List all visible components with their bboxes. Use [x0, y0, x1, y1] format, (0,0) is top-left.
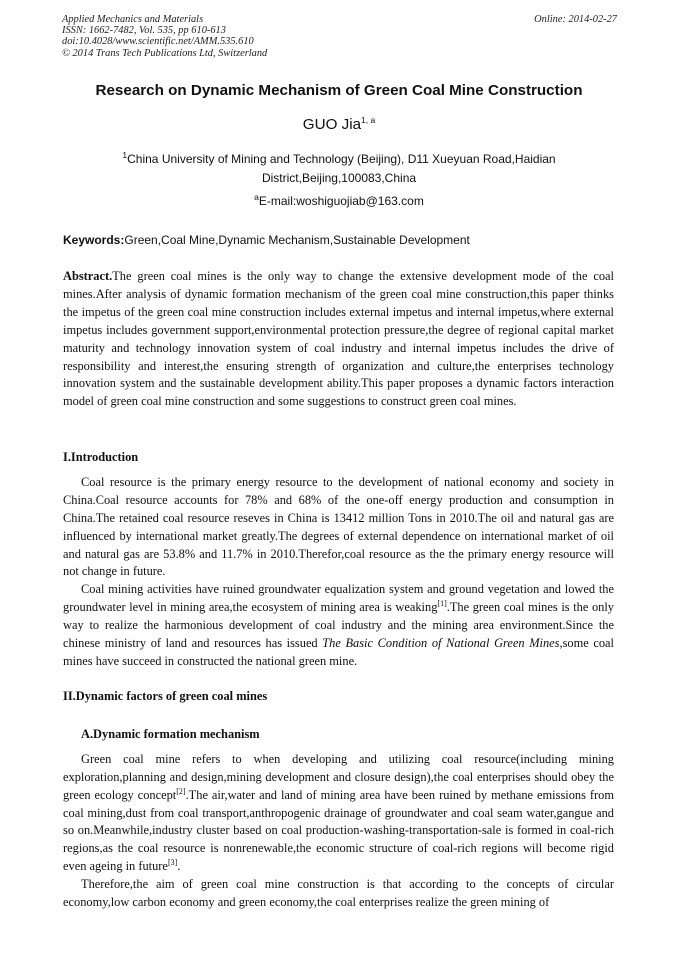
- section1-p2-text-b: .The green coal mines is the only way to realize the harmonious development of coal industry and the mining area environment.Since the chinese ministry of land and resources has issued: [63, 600, 614, 651]
- section1-paragraph-2: [63, 581, 614, 671]
- section2-p1-text-a: Green coal mine refers to when developing and utilizing coal resource(including mining exploration,planning and design,mining development and closure design),the coal enterprises should obey the green ecology concept: [63, 751, 614, 802]
- author-name: GUO Jia: [302, 116, 362, 133]
- journal-header: [62, 14, 617, 59]
- affiliation-superscript: 1: [122, 150, 128, 160]
- citation-ref-1: [1]: [437, 599, 447, 609]
- journal-name: Applied Mechanics and Materials: [62, 14, 204, 25]
- section-dynamic-factors: [63, 688, 614, 912]
- author-line: [40, 116, 638, 133]
- citation-ref-3: [3]: [167, 858, 178, 868]
- section1-p2-text-c: ,some coal mines have succeed in constructed the national green mine.: [63, 636, 614, 668]
- section1-heading: I.Introduction: [63, 450, 139, 464]
- section1-p2-text-a: Coal mining activities have ruined groundwater equalization system and ground vegetation and lowed the groundwater level in mining area,the ecosystem of mining area is weaking: [63, 582, 614, 615]
- keywords-label: Keywords:: [63, 233, 125, 247]
- author-superscript: 1, a: [361, 114, 376, 125]
- keywords: [63, 233, 618, 247]
- section1-paragraph-1: Coal resource is the primary energy resource to the development of national economy and society in China.Coal resource accounts for 78% and 68% of the one-off energy production and consumption in China.The retained coal resource reseves in China is 13412 million Tons in 2010.The oil and natural gas are influenced by international market greatly.The degrees of external dependence on international market of oil and natural gas are 53.8% and 11.7% in 2010.Therefor,coal resource as the the primary energy resource will not change in future.: [63, 474, 614, 579]
- section2-p1-text-b: .The air,water and land of mining area have been ruined by methane emissions from coal mining,dust from coal transport,anthropogenic drainage of groundwater and coal seam water,gangue and so on.Meanwhile,industry cluster based on coal production-washing-transportation-sale is formed in coal-rich regions,as the coal resource is nonrenewable,the economic structure of coal-rich regions will become rigid even ageing in future: [63, 787, 614, 874]
- section-introduction: [63, 449, 614, 671]
- email-line: [40, 194, 638, 208]
- paper-title: Research on Dynamic Mechanism of Green Coal Mine Construction: [95, 82, 583, 99]
- section2-paragraph-2: Therefore,the aim of green coal mine construction is that according to the concepts of circular economy,low carbon economy and green economy,the coal enterprises realize the green mining of: [63, 877, 614, 910]
- email-text: E-mail:woshiguojiab@163.com: [258, 194, 424, 208]
- document-title-italic: The Basic Condition of National Green Mines: [322, 636, 560, 651]
- online-date: Online: 2014-02-27: [534, 14, 617, 25]
- abstract-text: The green coal mines is the only way to change the extensive development mode of the coal mines.After analysis of dynamic formation mechanism of the green coal mine construction,this paper thinks the impetus of the green coal mine construction includes external impetus and internal impetus,where external impetus includes government support,environmental protection pressure,the degree of regional capital market maturity and technology innovation system of coal industry and internal impetus includes the drive of responsibility and interest,the ensuring strength of organization and culture,the enterprises technology innovation system and the sustainable development ability.This paper proposes a dynamic factors interaction model of green coal mine construction and some suggestions to construct green coal mines.: [63, 269, 614, 409]
- keywords-text: Green,Coal Mine,Dynamic Mechanism,Sustainable Development: [124, 233, 470, 247]
- doi-line: doi:10.4028/www.scientific.net/AMM.535.610: [62, 36, 254, 48]
- copyright-line: © 2014 Trans Tech Publications Ltd, Switzerland: [62, 47, 268, 59]
- citation-ref-2: [2]: [176, 786, 186, 796]
- email-superscript: a: [254, 192, 259, 202]
- subsection-heading: A.Dynamic formation mechanism: [81, 726, 260, 741]
- section2-paragraph-1: [63, 751, 614, 876]
- abstract-label: Abstract.: [63, 269, 113, 283]
- affiliation: [100, 150, 578, 188]
- issn-line: ISSN: 1662-7482, Vol. 535, pp 610-613: [62, 25, 226, 37]
- section2-heading: II.Dynamic factors of green coal mines: [63, 689, 268, 703]
- section2-p1-text-c: .: [177, 859, 181, 874]
- affiliation-text: China University of Mining and Technology (Beijing), D11 Xueyuan Road,Haidian District,Beijing,100083,China: [127, 152, 556, 185]
- abstract: [63, 268, 614, 411]
